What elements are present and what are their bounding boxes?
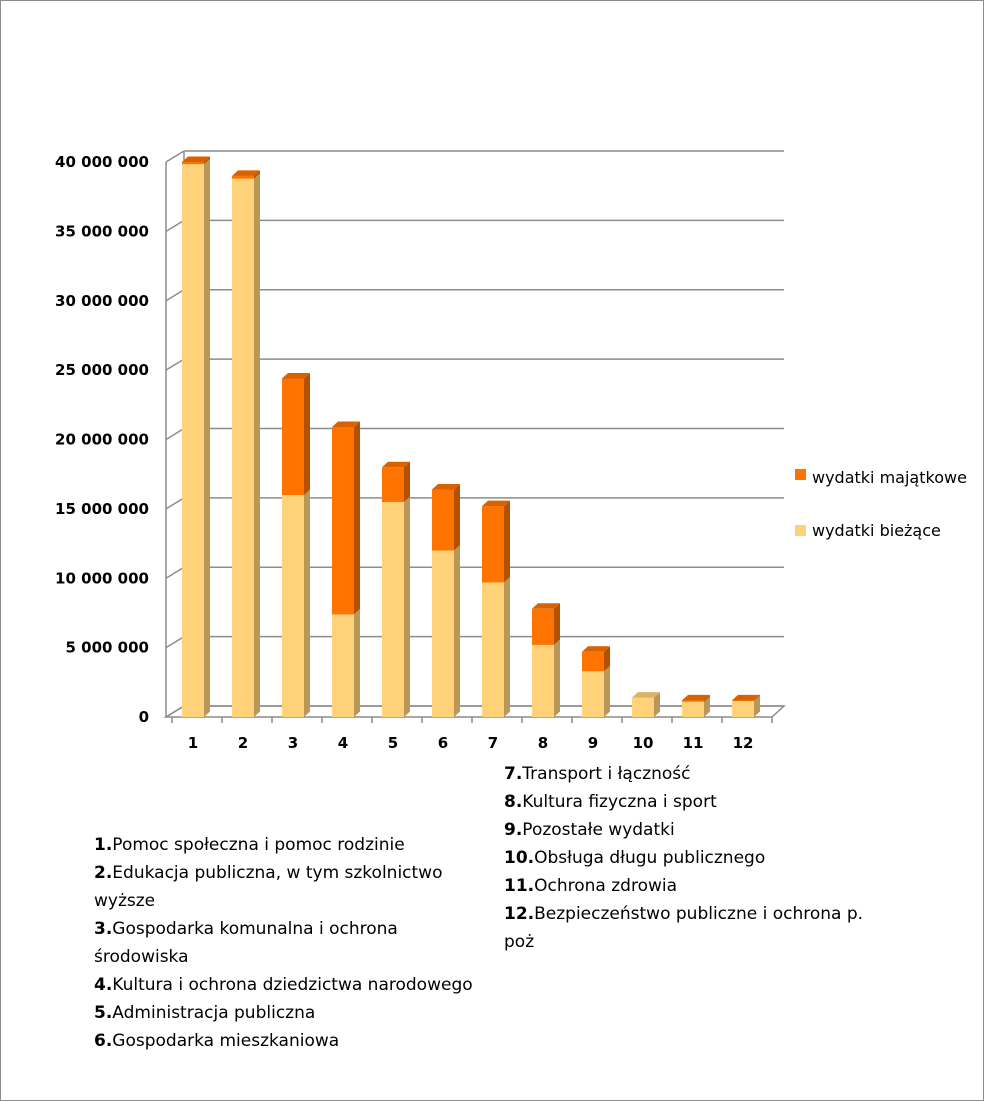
y-tick-label: 25 000 000 — [55, 361, 149, 380]
bar-side — [454, 545, 460, 717]
bar-6-biezace — [432, 551, 454, 718]
y-tick-label: 20 000 000 — [55, 430, 149, 449]
x-tick-label: 8 — [537, 734, 549, 752]
x-tick-label: 3 — [287, 734, 299, 752]
bar-group-6 — [432, 484, 460, 717]
gridline-depth — [166, 637, 184, 648]
bar-8-majatkowe — [532, 609, 554, 645]
bar-layer — [182, 157, 760, 718]
x-tick-label: 2 — [237, 734, 249, 752]
bar-6-majatkowe — [432, 489, 454, 550]
bar-group-7 — [482, 501, 510, 717]
bar-1-majatkowe — [182, 162, 204, 164]
bar-side — [404, 496, 410, 717]
category-item-6: 6.Gospodarka mieszkaniowa — [94, 1031, 340, 1051]
bar-group-11 — [682, 695, 710, 717]
category-item-3: 3.Gospodarka komunalna i ochrona środowiska — [94, 919, 398, 967]
bar-3-majatkowe — [282, 378, 304, 495]
bar-2-majatkowe — [232, 176, 254, 179]
x-tick-label: 9 — [587, 734, 599, 752]
bar-group-10 — [632, 692, 660, 717]
legend — [795, 468, 967, 540]
gridline-depth — [166, 429, 184, 440]
legend-label-wydatki-majatkowe: wydatki majątkowe — [812, 468, 967, 487]
y-tick-label: 10 000 000 — [55, 569, 149, 588]
legend-label-wydatki-biezace: wydatki bieżące — [812, 521, 941, 540]
category-legend-left — [94, 831, 484, 1055]
bar-5-biezace — [382, 502, 404, 717]
bar-4-biezace — [332, 614, 354, 717]
bar-side — [204, 159, 210, 717]
bar-side — [554, 603, 560, 645]
bar-side — [504, 501, 510, 583]
legend-swatch-wydatki-majatkowe — [795, 469, 806, 480]
bar-side — [354, 609, 360, 717]
bar-4-majatkowe — [332, 427, 354, 614]
y-tick-label: 15 000 000 — [55, 499, 149, 518]
x-tick-label: 11 — [682, 734, 704, 752]
category-legend-right — [504, 760, 884, 956]
bar-side — [554, 639, 560, 717]
bar-9-biezace — [582, 671, 604, 717]
x-tick-label: 1 — [187, 734, 199, 752]
x-tick-label: 4 — [337, 734, 349, 752]
bar-group-12 — [732, 695, 760, 717]
bar-side — [604, 666, 610, 717]
category-item-4: 4.Kultura i ochrona dziedzictwa narodowego — [94, 975, 473, 995]
y-tick-label: 5 000 000 — [65, 638, 149, 657]
x-tick-label: 12 — [732, 734, 754, 752]
bar-side — [304, 373, 310, 495]
bar-9-majatkowe — [582, 652, 604, 671]
y-axis-ticks — [55, 153, 149, 726]
gridline-depth — [166, 151, 184, 162]
bar-group-5 — [382, 462, 410, 717]
category-item-7: 7.Transport i łączność — [504, 764, 691, 784]
bar-group-8 — [532, 603, 560, 717]
bar-11-majatkowe — [682, 700, 704, 701]
x-tick-label: 10 — [632, 734, 654, 752]
bar-side — [504, 577, 510, 717]
bar-side — [304, 490, 310, 718]
gridline-depth — [166, 359, 184, 370]
bar-side — [454, 484, 460, 551]
category-item-2: 2.Edukacja publiczna, w tym szkolnictwo wyższe — [94, 863, 443, 911]
bar-5-majatkowe — [382, 467, 404, 502]
bar-2-biezace — [232, 179, 254, 717]
legend-swatch-wydatki-biezace — [795, 525, 806, 536]
x-axis-ticks — [188, 734, 754, 752]
bar-12-biezace — [732, 701, 754, 717]
category-item-5: 5.Administracja publiczna — [94, 1003, 316, 1023]
gridline-depth — [166, 498, 184, 509]
y-tick-label: 35 000 000 — [55, 222, 149, 241]
bar-group-3 — [282, 373, 310, 717]
category-item-10: 10.Obsługa długu publicznego — [504, 848, 766, 868]
bar-1-biezace — [182, 164, 204, 717]
category-item-12: 12.Bezpieczeństwo publiczne i ochrona p. poż — [504, 904, 864, 952]
bar-side — [354, 422, 360, 615]
x-tick-label: 7 — [487, 734, 499, 752]
category-item-1: 1.Pomoc społeczna i pomoc rodzinie — [94, 835, 405, 855]
bar-7-biezace — [482, 582, 504, 717]
gridline-depth — [166, 220, 184, 231]
gridline-depth — [166, 567, 184, 578]
bar-side — [254, 173, 260, 717]
bar-7-majatkowe — [482, 506, 504, 582]
y-tick-label: 40 000 000 — [55, 153, 149, 171]
category-item-8: 8.Kultura fizyczna i sport — [504, 792, 717, 812]
bar-side — [404, 462, 410, 502]
y-tick-label: 30 000 000 — [55, 291, 149, 310]
x-tick-label: 6 — [437, 734, 449, 752]
x-tick-label: 5 — [387, 734, 399, 752]
bar-group-2 — [232, 170, 260, 717]
bar-8-biezace — [532, 645, 554, 717]
bar-group-9 — [582, 646, 610, 717]
bar-10-biezace — [632, 698, 654, 717]
bar-3-biezace — [282, 495, 304, 717]
bar-group-4 — [332, 422, 360, 717]
category-item-11: 11.Ochrona zdrowia — [504, 876, 678, 896]
stacked-bar-chart — [1, 1, 983, 761]
y-tick-label: 0 — [138, 708, 149, 726]
gridline-depth — [166, 290, 184, 301]
bar-11-biezace — [682, 702, 704, 717]
bar-12-majatkowe — [732, 700, 754, 701]
category-item-9: 9.Pozostałe wydatki — [504, 820, 675, 840]
bar-group-1 — [182, 157, 210, 718]
